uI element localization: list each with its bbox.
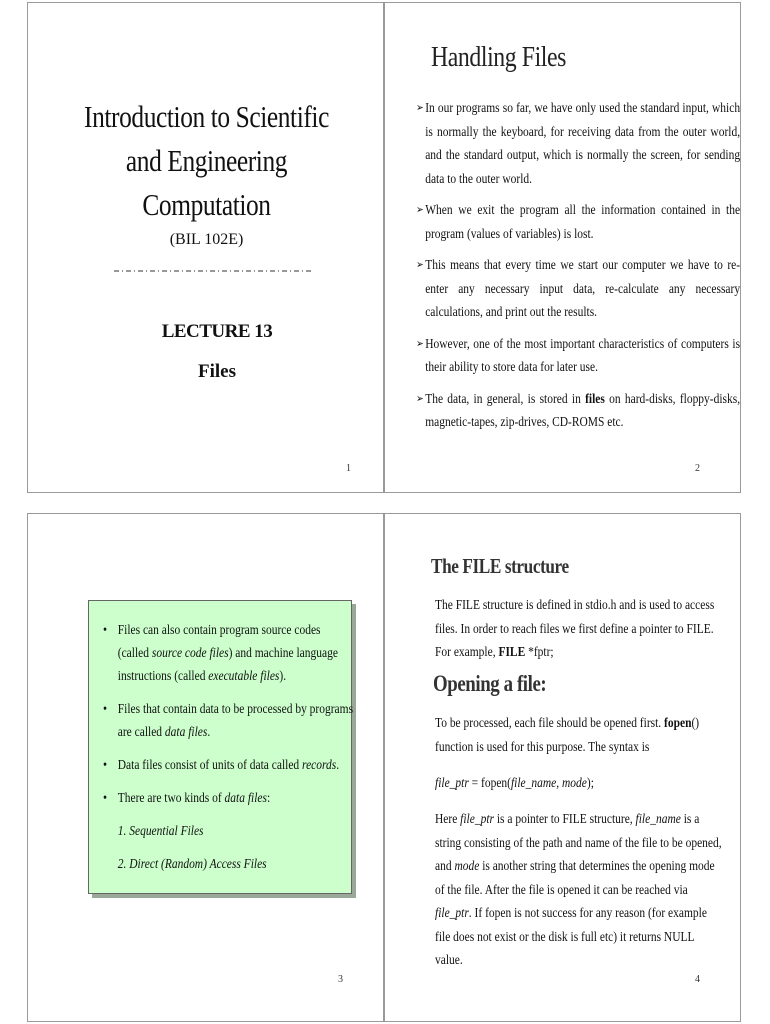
list-item: ➢ In our programs so far, we have only used the standard input, which is normally the keyboard, for receiving data from the outer world, and the standard output, which is normally the screen, for sending data to the outer world. — [417, 97, 740, 191]
paragraph-file-structure: The FILE structure is defined in stdio.h and is used to access files. In order to reach files we first define a pointer to FILE. For example, FILE *fptr; — [435, 598, 715, 660]
page-number: 2 — [695, 463, 700, 474]
slide-1-title — [28, 95, 385, 227]
list-item: • There are two kinds of data files: — [103, 787, 353, 810]
paragraph-explanation: Here file_ptr is a pointer to FILE structure, file_name is a string consisting of the path and name of the file to be opened, and mode is another string that determines the opening mode of the file. After the file is opened it can be reached via file_ptr. If fopen is not success for any reason (for example file does not exist or the disk is full etc) it returns NULL value. — [435, 812, 722, 968]
course-code: (BIL 102E) — [169, 231, 244, 248]
heading-file-structure: The FILE structure — [431, 554, 569, 578]
lecture-number: LECTURE 13 — [161, 321, 273, 342]
highlight-box — [88, 600, 352, 894]
sub-item-direct-access: 2. Direct (Random) Access Files — [117, 857, 267, 872]
title-line-1: Introduction to Scientific — [84, 99, 329, 134]
heading-opening-file: Opening a file: — [433, 671, 547, 696]
arrow-bullet-icon: ➢ — [416, 259, 424, 271]
paragraph-opening: To be processed, each file should be opened first. fopen() function is used for this purpose. The syntax is — [435, 716, 700, 755]
slide-3 — [27, 513, 384, 1022]
lecture-topic: Files — [198, 361, 236, 382]
slide-4 — [384, 513, 741, 1022]
decorative-divider — [114, 269, 314, 273]
box-content — [103, 619, 353, 886]
bullet-dot-icon: • — [103, 758, 108, 773]
title-line-3: Computation — [142, 187, 271, 222]
page-number: 3 — [338, 974, 343, 985]
bullet-list — [417, 97, 740, 443]
list-item: ➢ The data, in general, is stored in files on hard-disks, floppy-disks, magnetic-tapes, zip-drives, CD-ROMS etc. — [417, 388, 740, 435]
page-number: 1 — [346, 463, 351, 474]
slide-2 — [384, 2, 741, 493]
arrow-bullet-icon: ➢ — [416, 337, 424, 350]
sub-item-sequential: 1. Sequential Files — [117, 824, 204, 839]
title-line-2: and Engineering — [125, 143, 288, 178]
syntax-line: file_ptr = fopen(file_name, mode); — [435, 776, 594, 791]
bullet-dot-icon: • — [103, 623, 108, 638]
slide-1 — [27, 2, 384, 493]
slide-2-title: Handling Files — [431, 41, 566, 73]
page-number: 4 — [695, 974, 700, 985]
list-item: • Files that contain data to be processed by programs are called data files. — [103, 698, 353, 744]
arrow-bullet-icon: ➢ — [416, 204, 424, 216]
list-item: • Files can also contain program source codes (called source code files) and machine language instructions (called executable files). — [103, 619, 353, 688]
list-item: ➢ This means that every time we start our computer we have to re-enter any necessary input data, re-calculate any necessary calculations, and print out the results. — [417, 254, 740, 325]
list-item: ➢ When we exit the program all the information contained in the program (values of variables) is lost. — [417, 199, 740, 246]
arrow-bullet-icon: ➢ — [416, 102, 424, 114]
bullet-dot-icon: • — [103, 702, 108, 717]
list-item: • Data files consist of units of data called records. — [103, 754, 353, 777]
list-item: ➢ However, one of the most important characteristics of computers is their ability to store data for later use. — [417, 333, 740, 380]
bullet-dot-icon: • — [103, 791, 108, 806]
arrow-bullet-icon: ➢ — [416, 392, 424, 405]
